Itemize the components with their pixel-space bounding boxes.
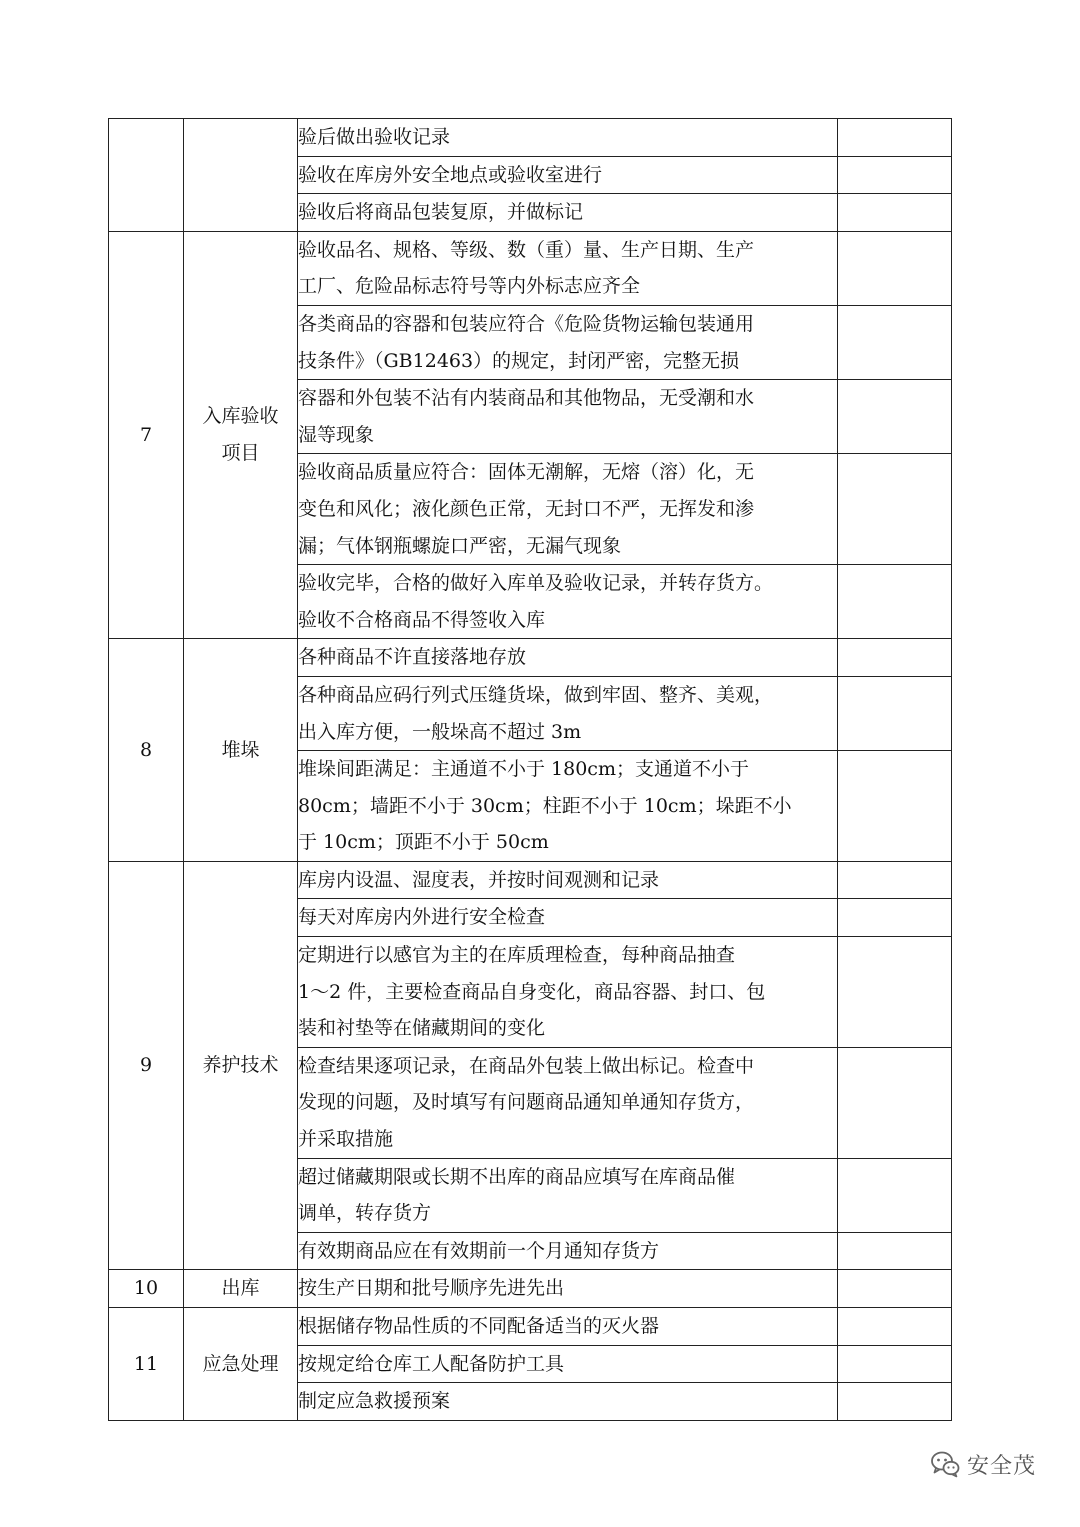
- requirement-cell: [298, 194, 838, 232]
- requirement-line: 各种商品应码行列式压缝货垛，做到牢固、整齐、美观，: [298, 683, 774, 706]
- requirement-cell: [298, 676, 838, 750]
- requirement-line: 按规定给仓库工人配备防护工具: [298, 1352, 565, 1375]
- requirement-cell: [298, 639, 838, 677]
- category-line: 出库: [221, 1277, 260, 1300]
- item-category-cell: [184, 639, 298, 862]
- table-row: [109, 1308, 952, 1346]
- requirement-cell: [298, 1308, 838, 1346]
- requirement-line: 容器和外包装不沾有内装商品和其他物品，无受潮和水: [298, 387, 755, 410]
- requirement-cell: [298, 119, 838, 157]
- requirement-cell: [298, 231, 838, 305]
- result-cell: [838, 751, 952, 862]
- requirement-line: 超过储藏期限或长期不出库的商品应填写在库商品催: [298, 1165, 736, 1188]
- requirement-line: 80cm；墙距不小于 30cm；柱距不小于 10cm；垛距不小: [298, 794, 792, 817]
- result-cell: [838, 1308, 952, 1346]
- requirement-cell: [298, 1158, 838, 1232]
- item-number-cell: 7: [109, 231, 184, 639]
- requirement-cell: [298, 899, 838, 937]
- requirement-cell: [298, 454, 838, 565]
- requirement-line: 制定应急救援预案: [298, 1390, 451, 1413]
- requirement-cell: [298, 380, 838, 454]
- requirement-cell: [298, 156, 838, 194]
- result-cell: [838, 194, 952, 232]
- requirement-cell: [298, 861, 838, 899]
- requirement-cell: [298, 305, 838, 379]
- requirement-line: 装和衬垫等在储藏期间的变化: [298, 1017, 546, 1040]
- result-cell: [838, 305, 952, 379]
- category-line: 养护技术: [202, 1054, 279, 1077]
- wechat-icon: [929, 1448, 961, 1480]
- requirement-cell: [298, 1270, 838, 1308]
- result-cell: [838, 565, 952, 639]
- item-number-cell: 8: [109, 639, 184, 862]
- requirement-cell: [298, 1232, 838, 1270]
- requirement-line: 验收在库房外安全地点或验收室进行: [298, 163, 603, 186]
- requirement-line: 每天对库房内外进行安全检查: [298, 906, 546, 929]
- requirement-line: 并采取措施: [298, 1128, 394, 1151]
- result-cell: [838, 454, 952, 565]
- result-cell: [838, 861, 952, 899]
- requirement-line: 堆垛间距满足：主通道不小于 180cm；支通道不小于: [298, 758, 749, 781]
- item-category-cell: [184, 1308, 298, 1421]
- inspection-checklist-table: [108, 118, 952, 1421]
- requirement-line: 验收不合格商品不得签收入库: [298, 608, 546, 631]
- requirement-line: 验收品名、规格、等级、数（重）量、生产日期、生产: [298, 238, 755, 261]
- requirement-cell: [298, 1047, 838, 1158]
- result-cell: [838, 1383, 952, 1421]
- category-line: 堆垛: [221, 738, 260, 761]
- requirement-line: 湿等现象: [298, 423, 375, 446]
- requirement-line: 发现的问题，及时填写有问题商品通知单通知存货方，: [298, 1091, 755, 1114]
- result-cell: [838, 676, 952, 750]
- requirement-line: 各种商品不许直接落地存放: [298, 646, 527, 669]
- requirement-line: 变色和风化；液化颜色正常，无封口不严，无挥发和渗: [298, 497, 755, 520]
- category-line: 入库验收: [202, 405, 279, 428]
- requirement-line: 出入库方便，一般垛高不超过 3m: [298, 720, 582, 743]
- requirement-line: 工厂、危险品标志符号等内外标志应齐全: [298, 275, 641, 298]
- requirement-line: 验后做出验收记录: [298, 126, 451, 148]
- requirement-cell: [298, 751, 838, 862]
- item-number-cell: [109, 119, 184, 232]
- table-row: [109, 119, 952, 157]
- requirement-line: 按生产日期和批号顺序先进先出: [298, 1277, 565, 1300]
- item-number-cell: 11: [109, 1308, 184, 1421]
- requirement-line: 根据储存物品性质的不同配备适当的灭火器: [298, 1315, 660, 1337]
- table-row: [109, 1270, 952, 1308]
- result-cell: [838, 1047, 952, 1158]
- category-line: 项目: [221, 442, 260, 465]
- table-row: [109, 861, 952, 899]
- watermark-text: 安全茂: [967, 1453, 1037, 1479]
- result-cell: [838, 639, 952, 677]
- result-cell: [838, 119, 952, 157]
- result-cell: [838, 937, 952, 1048]
- requirement-line: 库房内设温、湿度表，并按时间观测和记录: [298, 868, 660, 891]
- requirement-line: 于 10cm；顶距不小于 50cm: [298, 831, 549, 854]
- watermark: [929, 1442, 1069, 1486]
- result-cell: [838, 1232, 952, 1270]
- requirement-line: 验收后将商品包装复原，并做标记: [298, 201, 584, 224]
- item-category-cell: [184, 861, 298, 1270]
- requirement-line: 有效期商品应在有效期前一个月通知存货方: [298, 1239, 660, 1262]
- requirement-line: 漏；气体钢瓶螺旋口严密，无漏气现象: [298, 534, 622, 557]
- result-cell: [838, 899, 952, 937]
- item-number-cell: 9: [109, 861, 184, 1270]
- requirement-line: 验收完毕，合格的做好入库单及验收记录，并转存货方。: [298, 572, 774, 595]
- requirement-line: 检查结果逐项记录，在商品外包装上做出标记。检查中: [298, 1054, 755, 1077]
- result-cell: [838, 380, 952, 454]
- requirement-line: 各类商品的容器和包装应符合《危险货物运输包装通用: [298, 312, 755, 335]
- category-line: 应急处理: [202, 1352, 279, 1375]
- requirement-line: 验收商品质量应符合：固体无潮解，无熔（溶）化，无: [298, 461, 755, 484]
- result-cell: [838, 156, 952, 194]
- item-number-cell: 10: [109, 1270, 184, 1308]
- result-cell: [838, 1158, 952, 1232]
- requirement-line: 调单，转存货方: [298, 1202, 432, 1225]
- result-cell: [838, 1345, 952, 1383]
- requirement-line: 1～2 件，主要检查商品自身变化，商品容器、封口、包: [298, 980, 766, 1003]
- requirement-cell: [298, 1345, 838, 1383]
- result-cell: [838, 231, 952, 305]
- result-cell: [838, 1270, 952, 1308]
- item-category-cell: [184, 119, 298, 232]
- requirement-line: 技条件》（GB12463）的规定，封闭严密，完整无损: [298, 349, 740, 372]
- item-category-cell: [184, 1270, 298, 1308]
- requirement-cell: [298, 1383, 838, 1421]
- requirement-cell: [298, 565, 838, 639]
- requirement-line: 定期进行以感官为主的在库质理检查，每种商品抽查: [298, 944, 736, 967]
- table-body: [109, 119, 952, 1421]
- table-row: [109, 639, 952, 677]
- item-category-cell: [184, 231, 298, 639]
- requirement-cell: [298, 937, 838, 1048]
- table-row: [109, 231, 952, 305]
